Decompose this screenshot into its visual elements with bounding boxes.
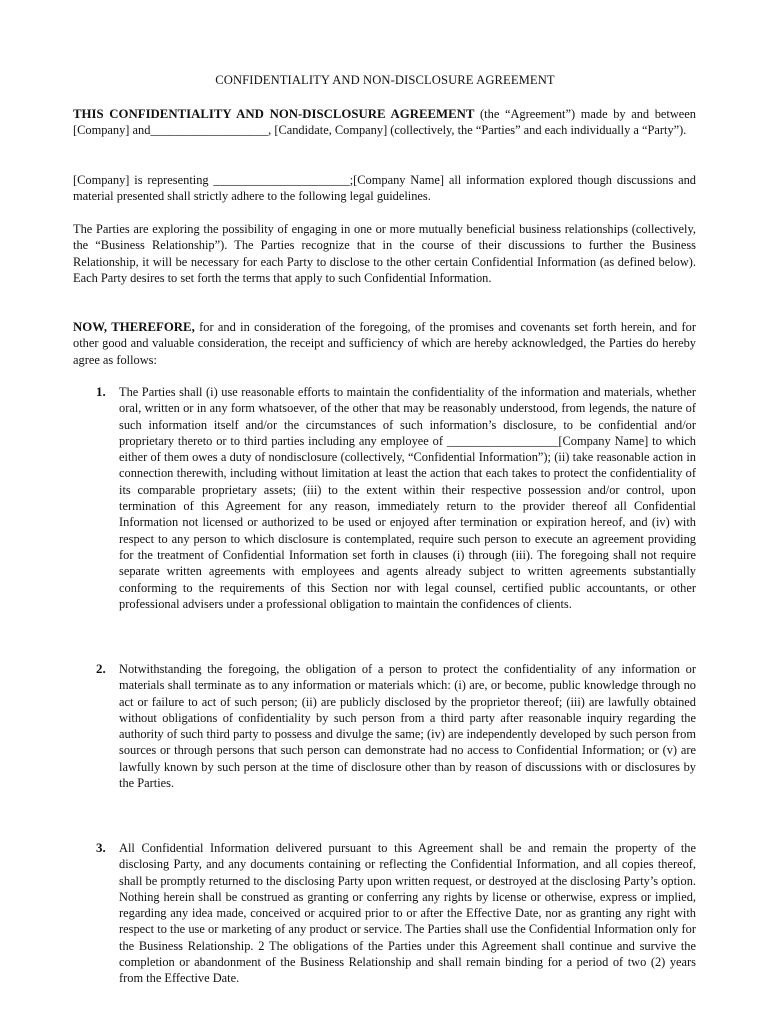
intro-lead: THIS CONFIDENTIALITY AND NON-DISCLOSURE AGREEMENT xyxy=(73,107,475,121)
clause-number: 2. xyxy=(96,661,106,676)
document-title: CONFIDENTIALITY AND NON-DISCLOSURE AGREEMENT xyxy=(215,73,555,87)
clause-2 xyxy=(96,661,696,791)
clause-text: All Confidential Information delivered pursuant to this Agreement shall be and remain the property of the disclosing Party, and any documents containing or reflecting the Confidential Information, and all copies thereof, shall be promptly returned to the disclosing Party upon written request, or destroyed at the disclosing Party’s option. Nothing herein shall be construed as granting or conferring any rights by license or otherwise, express or implied, regarding any idea made, conceived or acquired prior to or after the Effective Date, nor as granting any right with respect to the use or marketing of any product or service. The Parties shall use the Confidential Information only for the Business Relationship. 2 The obligations of the Parties under this Agreement shall continue and survive the completion or abandonment of the Business Relationship and shall remain binding for a period of two (2) years from the Effective Date. xyxy=(119,841,696,986)
now-therefore-paragraph xyxy=(73,319,696,368)
now-therefore-lead: NOW, THEREFORE, xyxy=(73,320,195,334)
clause-1 xyxy=(96,384,696,612)
intro-text: (the “Agreement”) made by and between [Company] and___________________, [Candidate, Company] (collectively, the “Parties” and each individually a “Party”). xyxy=(73,107,696,138)
clause-number: 3. xyxy=(96,840,106,855)
now-therefore-text: for and in consideration of the foregoing, of the promises and covenants set forth herein, and for other good and valuable consideration, the receipt and sufficiency of which are hereby acknowledged, the Parties do hereby agree as follows: xyxy=(73,320,696,367)
intro-paragraph xyxy=(73,106,696,139)
clause-text: Notwithstanding the foregoing, the obligation of a person to protect the confidentiality of any information or materials shall terminate as to any information or materials which: (i) are, or become, public knowledge through no act or failure to act of such person; (ii) are publicly disclosed by the proprietor thereof; (iii) are lawfully obtained without obligations of confidentiality by such person from a third party after reasonable inquiry regarding the authority of such third party to possess and divulge the same; (iv) are independently developed by such person from sources or through persons that such person can demonstrate had no access to Confidential Information; or (v) are lawfully known by such person at the time of disclosure other than by reason of discussions with or disclosures by the Parties. xyxy=(119,662,696,791)
clause-text: The Parties shall (i) use reasonable efforts to maintain the confidentiality of the information and materials, whether oral, written or in any form whatsoever, of the other that may be reasonably understood, from legends, the nature of such information itself and/or the circumstances of such information’s disclosure, to be confidential and/or proprietary thereto or to third parties including any employee of __________________[Company Name] to which either of them owes a duty of nondisclosure (collectively, “Confidential Information”); (ii) take reasonable action in connection therewith, including without limitation at least the action that each takes to protect the confidentiality of its comparable proprietary assets; (iii) to the extent within their respective possession and/or control, upon termination of this Agreement for any reason, immediately return to the provider thereof all Confidential Information not licensed or authorized to be used or enjoyed after termination or expiration hereof, and (iv) with respect to any person to which disclosure is contemplated, require such person to execute an agreement providing for the treatment of Confidential Information set forth in clauses (i) through (iii). The foregoing shall not require separate written agreements with employees and agents already subject to written agreements substantially conforming to the requirements of this Section nor with legal counsel, certified public accountants, or other professional advisers under a professional obligation to maintain the confidences of clients. xyxy=(119,385,696,611)
clause-3 xyxy=(96,840,696,987)
exploring-paragraph: The Parties are exploring the possibility of engaging in one or more mutually beneficial business relationships (collectively, the “Business Relationship”). The Parties recognize that in the course of their discussions to further the Business Relationship, it will be necessary for each Party to disclose to the other certain Confidential Information (as defined below). Each Party desires to set forth the terms that apply to such Confidential Information. xyxy=(73,222,696,285)
clause-number: 1. xyxy=(96,384,106,399)
representing-paragraph: [Company] is representing ______________________;[Company Name] all information explored though discussions and material presented shall strictly adhere to the following legal guidelines. xyxy=(73,173,696,204)
